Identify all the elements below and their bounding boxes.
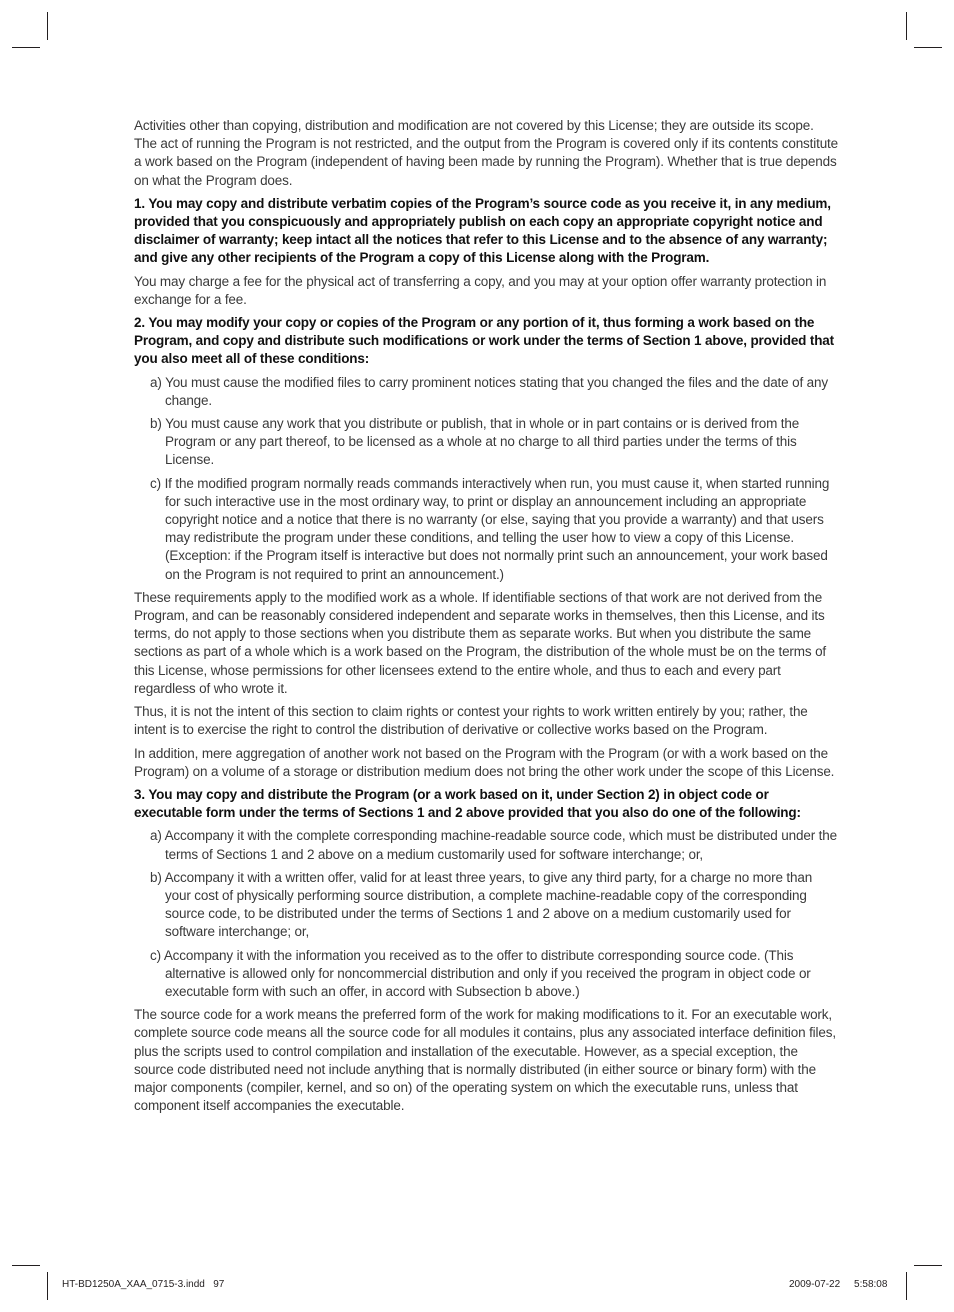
section-3-heading: 3. You may copy and distribute the Program (or a work based on it, under Section 2) in object code or executable form under the terms of Sections 1 and 2 above provided that you also do one of the following: — [134, 786, 801, 821]
list-item-text: You must cause any work that you distribute or publish, that in whole or in part contains or is derived from the Program or any part thereof, to be licensed as a whole at no charge to all third parties under the terms of this License. — [165, 416, 800, 468]
list-marker: c) — [150, 947, 161, 963]
paragraph-fee: You may charge a fee for the physical act of transferring a copy, and you may at your option offer warranty protection in exchange for a fee. — [134, 273, 827, 307]
list-item-text: Accompany it with a written offer, valid for at least three years, to give any third party, for a charge no more than your cost of physically performing source distribution, a complete machine-readable copy of the corresponding source code, to be distributed under the terms of Sections 1 and 2 above on a medium customarily used for software interchange; or, — [164, 869, 813, 940]
list-marker: b) — [150, 869, 162, 885]
section-3-options-list — [134, 827, 838, 1001]
paragraph-activities: Activities other than copying, distribution and modification are not covered by this License; they are outside its scope. The act of running the Program is not restricted, and the output from the Program is covered only if its contents constitute a work based on the Program (independent of having been made by running the Program). Whether that is true depends on what the Program does. — [134, 118, 839, 188]
crop-mark-top-right-v — [906, 12, 907, 40]
list-marker: b) — [150, 416, 162, 432]
paragraph-source-code: The source code for a work means the preferred form of the work for making modifications to it. For an executable work, complete source code means all the source code for all modules it contains, plus any associated interface definition files, plus the scripts used to control compilation and installation of the executable. However, as a special exception, the source code distributed need not include anything that is normally distributed (in either source or binary form) with the major components (compiler, kernel, and so on) of the operating system on which the executable runs, unless that component itself accompanies the executable. — [134, 1007, 836, 1114]
list-item — [134, 869, 838, 942]
paragraph-aggregation: In addition, mere aggregation of another work not based on the Program with the Program (or with a work based on the Program) on a volume of a storage or distribution medium does not bring the other work under the scope of this License. — [134, 745, 835, 779]
section-2-heading: 2. You may modify your copy or copies of the Program or any portion of it, thus forming a work based on the Program, and copy and distribute such modifications or work under the terms of Section 1 above, provided that you also meet all of these conditions: — [134, 315, 835, 367]
license-text — [134, 117, 838, 1120]
list-marker: a) — [150, 374, 162, 390]
list-marker: a) — [150, 828, 162, 844]
paragraph-requirements: These requirements apply to the modified work as a whole. If identifiable sections of that work are not derived from the Program, and can be reasonably considered independent and separate works in themselves, then this License, and its terms, do not apply to those sections when you distribute them as separate works. But when you distribute the same sections as part of a whole which is a work based on the Program, the distribution of the whole must be on the terms of this License, whose permissions for other licensees extend to the entire whole, and thus to each and every part regardless of who wrote it. — [134, 589, 827, 696]
crop-mark-bottom-left-v — [47, 1272, 48, 1300]
list-item-text: Accompany it with the information you received as to the offer to distribute corresponding source code. (This alternative is allowed only for noncommercial distribution and only if you received the program in object code or executable form with such an offer, in accord with Subsection b above.) — [163, 947, 811, 999]
crop-mark-bottom-left-h — [12, 1265, 40, 1266]
list-item-text: You must cause the modified files to carry prominent notices stating that you changed the files and the date of any change. — [165, 374, 828, 408]
crop-mark-bottom-right-h — [914, 1265, 942, 1266]
crop-mark-top-left-v — [47, 12, 48, 40]
list-item — [134, 415, 838, 470]
section-2-conditions-list — [134, 374, 838, 584]
crop-mark-top-left-h — [12, 47, 40, 48]
list-item-text: Accompany it with the complete corresponding machine-readable source code, which must be distributed under the terms of Sections 1 and 2 above on a medium customarily used for software interchange; or, — [164, 828, 837, 862]
crop-mark-bottom-right-v — [906, 1272, 907, 1300]
crop-mark-top-right-h — [914, 47, 942, 48]
section-1-heading: 1. You may copy and distribute verbatim copies of the Program’s source code as you receive it, in any medium, provided that you conspicuously and appropriately publish on each copy an appropriate copyright notice and disclaimer of warranty; keep intact all the notices that refer to this License and to the absence of any warranty; and give any other recipients of the Program a copy of this License along with the Program. — [134, 195, 831, 266]
footer-timestamp: 2009-07-22 5:58:08 — [789, 1279, 888, 1290]
list-item — [134, 374, 838, 410]
list-item — [134, 827, 838, 863]
list-marker: c) — [150, 475, 161, 491]
footer-file-info: HT-BD1250A_XAA_0715-3.indd 97 — [62, 1279, 225, 1290]
paragraph-intent: Thus, it is not the intent of this section to claim rights or contest your rights to work written entirely by you; rather, the intent is to exercise the right to control the distribution of derivative or collective works based on the Program. — [134, 704, 808, 738]
list-item — [134, 475, 838, 584]
list-item — [134, 947, 838, 1002]
list-item-text: If the modified program normally reads commands interactively when run, you must cause it, when started running for such interactive use in the most ordinary way, to print or display an announcement including an appropriate copyright notice and a notice that there is no warranty (or else, saying that you provide a warranty) and that users may redistribute the program under these conditions, and telling the user how to view a copy of this License. (Exception: if the Program itself is interactive but does not normally print such an announcement, your work based on the Program is not required to print an announcement.) — [164, 475, 830, 582]
